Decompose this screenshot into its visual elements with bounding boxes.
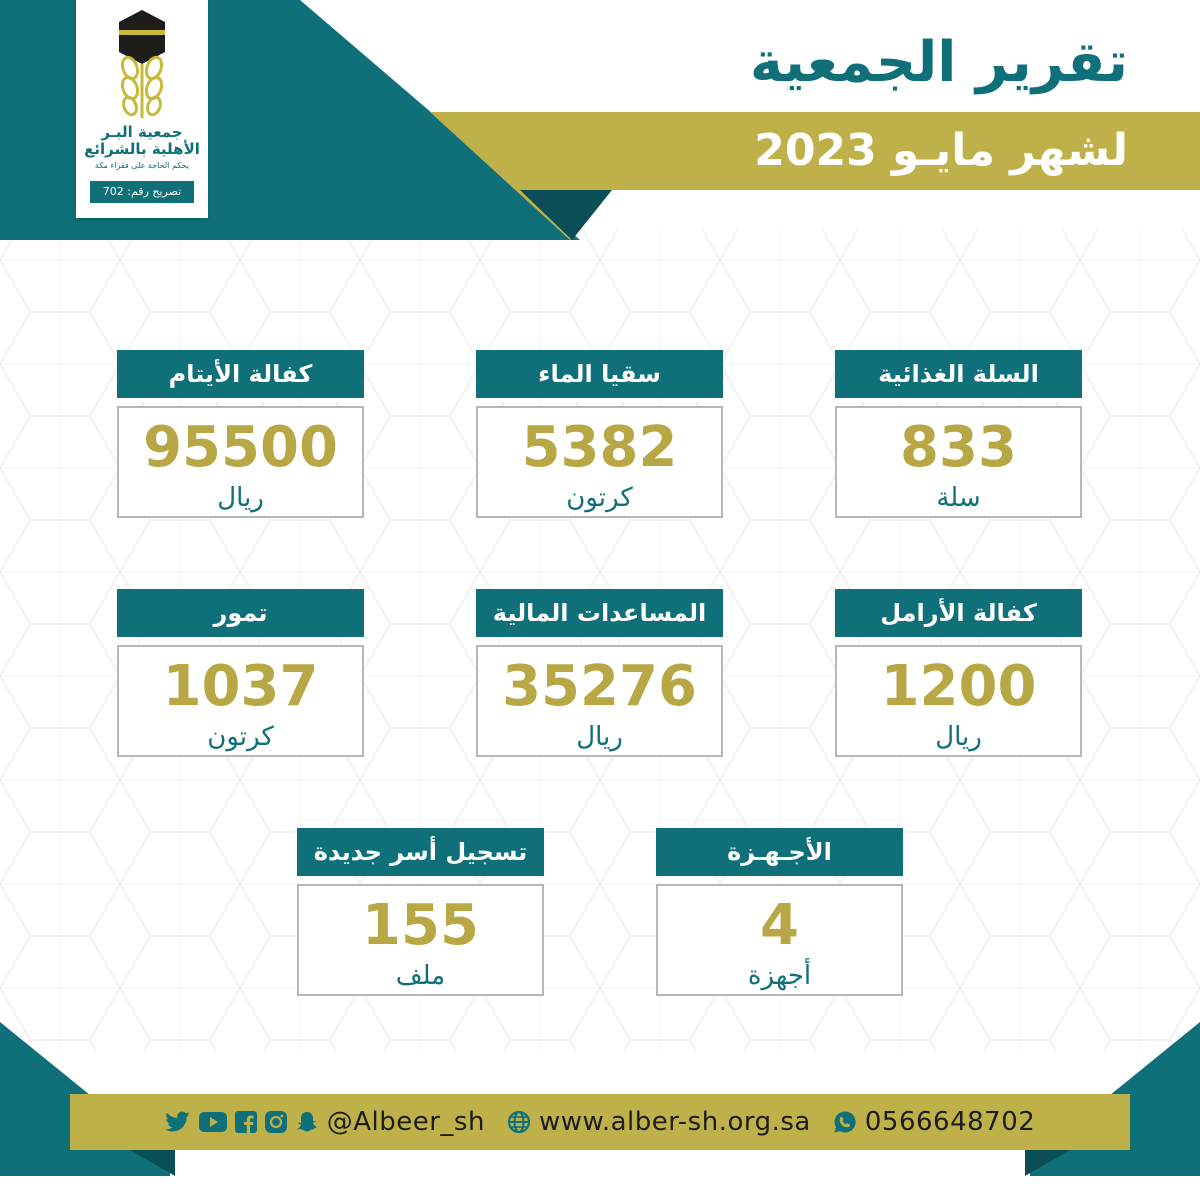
instagram-icon[interactable] — [265, 1111, 287, 1133]
stat-value: 35276 — [502, 654, 697, 719]
stat-unit: ريال — [935, 722, 982, 752]
stat-unit: أجهزة — [747, 961, 812, 991]
stat-unit: ملف — [395, 961, 446, 991]
stat-card-widows — [835, 589, 1082, 757]
stat-value: 155 — [362, 893, 479, 958]
stat-unit: كرتون — [207, 722, 274, 752]
snapchat-icon[interactable] — [295, 1110, 319, 1134]
stat-body — [656, 884, 903, 996]
stat-label: تسجيل أسر جديدة — [297, 828, 544, 876]
stat-card-food-basket — [835, 350, 1082, 518]
globe-icon — [507, 1110, 531, 1134]
phone-contact — [833, 1107, 1035, 1137]
stat-body — [835, 645, 1082, 757]
stat-label: المساعدات المالية — [476, 589, 723, 637]
stat-card-financial-aid — [476, 589, 723, 757]
logo-tagline: يحكم الحاجة على فقراء مكة — [94, 161, 190, 170]
youtube-icon[interactable] — [199, 1111, 227, 1133]
stat-body — [117, 645, 364, 757]
stat-value: 5382 — [521, 415, 678, 480]
page-subtitle: لشهر مايـو 2023 — [754, 125, 1128, 176]
stat-value: 1037 — [162, 654, 319, 719]
stat-label: كفالة الأيتام — [117, 350, 364, 398]
stat-label: الأجـهـزة — [656, 828, 903, 876]
social-links — [165, 1107, 485, 1137]
stat-card-orphans — [117, 350, 364, 518]
stat-card-new-families — [297, 828, 544, 996]
whatsapp-icon — [833, 1110, 857, 1134]
stat-value: 95500 — [143, 415, 338, 480]
stat-unit: ريال — [576, 722, 623, 752]
kaaba-wheat-logo-icon — [111, 8, 173, 120]
website-link — [507, 1107, 811, 1137]
stat-label: السلة الغذائية — [835, 350, 1082, 398]
stat-value: 833 — [900, 415, 1017, 480]
stat-body — [117, 406, 364, 518]
stat-unit: كرتون — [566, 483, 633, 513]
stat-unit: ريال — [217, 483, 264, 513]
logo-name — [80, 124, 204, 158]
logo-name-line2: الأهلية بالشرائع — [84, 140, 200, 158]
facebook-icon[interactable] — [235, 1111, 257, 1133]
stat-value: 4 — [760, 893, 799, 958]
stat-label: سقيا الماء — [476, 350, 723, 398]
stat-card-water — [476, 350, 723, 518]
stat-value: 1200 — [880, 654, 1037, 719]
logo-name-line1: جمعية البـر — [101, 123, 183, 141]
stat-card-dates — [117, 589, 364, 757]
contact-bar — [130, 1094, 1070, 1150]
stat-body — [476, 406, 723, 518]
stat-card-devices — [656, 828, 903, 996]
stat-body — [297, 884, 544, 996]
stat-body — [835, 406, 1082, 518]
stat-label: كفالة الأرامل — [835, 589, 1082, 637]
twitter-icon[interactable] — [165, 1110, 191, 1134]
license-badge: تصريح رقم: 702 — [90, 181, 194, 203]
page-title: تقرير الجمعية — [749, 30, 1128, 95]
stat-body — [476, 645, 723, 757]
website-url[interactable]: www.alber-sh.org.sa — [538, 1107, 811, 1137]
stat-label: تمور — [117, 589, 364, 637]
phone-number[interactable]: 0566648702 — [864, 1107, 1036, 1137]
logo-card — [76, 0, 208, 218]
social-handle[interactable]: @Albeer_sh — [326, 1107, 485, 1137]
stat-unit: سلة — [936, 483, 981, 513]
